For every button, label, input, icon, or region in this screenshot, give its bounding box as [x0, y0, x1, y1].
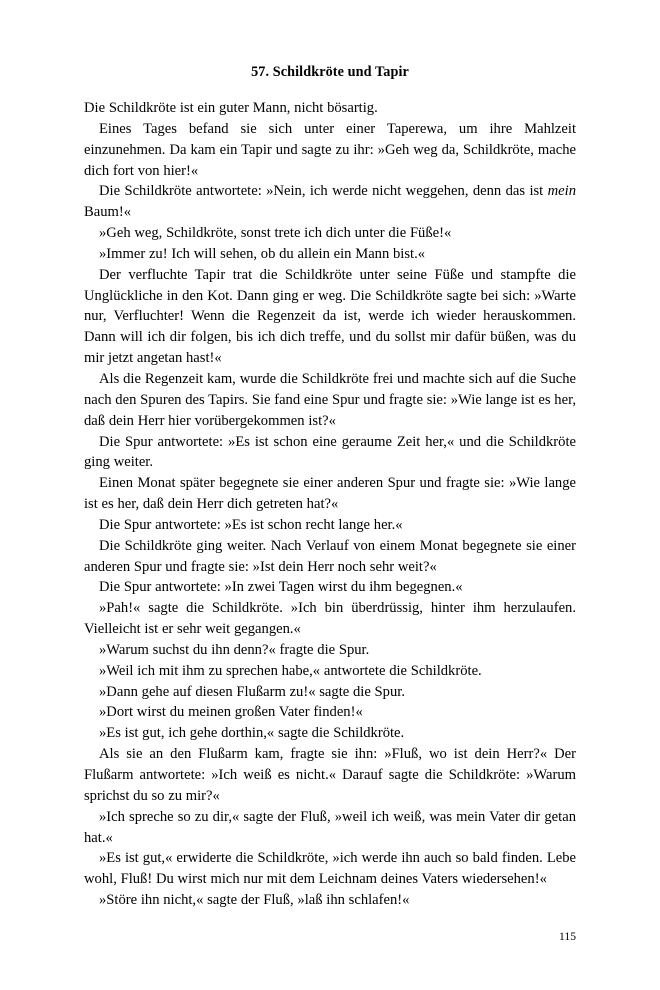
paragraph-11: Die Schildkröte ging weiter. Nach Verlauf von einem Monat begegnete sie einer anderen Spur und fragte sie: »Ist dein Herr noch sehr weit?« [84, 537, 576, 575]
paragraph-18: »Es ist gut, ich gehe dorthin,« sagte die Schildkröte. [99, 725, 405, 742]
paragraph-3-tail: Baum!« [84, 204, 132, 221]
paragraph-16: »Dann gehe auf diesen Flußarm zu!« sagte die Spur. [99, 683, 405, 700]
paragraph-7: Als die Regenzeit kam, wurde die Schildkröte frei und machte sich auf die Suche nach den Spuren des Tapirs. Sie fand eine Spur und fragte sie: »Wie lange ist es her, daß dein Herr hier vorübergekommen ist?« [84, 370, 576, 429]
paragraph-22: »Störe ihn nicht,« sagte der Fluß, »laß ihn schlafen!« [99, 892, 410, 909]
page-number: 115 [559, 930, 576, 943]
paragraph-5: »Immer zu! Ich will sehen, ob du allein ein Mann bist.« [99, 245, 426, 262]
paragraph-2: Eines Tages befand sie sich unter einer Taperewa, um ihre Mahlzeit einzunehmen. Da kam ein Tapir und sagte zu ihr: »Geh weg da, Schildkröte, mache dich fort von hier!« [84, 120, 576, 179]
paragraph-10: Die Spur antwortete: »Es ist schon recht lange her.« [99, 516, 403, 533]
paragraph-8: Die Spur antwortete: »Es ist schon eine geraume Zeit her,« und die Schildkröte ging weiter. [84, 433, 576, 471]
paragraph-1: Die Schildkröte ist ein guter Mann, nicht bösartig. [84, 100, 378, 116]
paragraph-12: Die Spur antwortete: »In zwei Tagen wirst du ihm begegnen.« [99, 579, 463, 596]
paragraph-20: »Ich spreche so zu dir,« sagte der Fluß, »weil ich weiß, was mein Vater dir getan hat.« [84, 808, 576, 846]
paragraph-14: »Warum suchst du ihn denn?« fragte die Spur. [99, 641, 370, 658]
paragraph-3 [84, 181, 576, 223]
paragraph-13: »Pah!« sagte die Schildkröte. »Ich bin überdrüssig, hinter ihm herzulaufen. Vielleicht ist er sehr weit gegangen.« [84, 600, 576, 638]
chapter-title: 57. Schildkröte und Tapir [251, 64, 409, 80]
paragraph-15: »Weil ich mit ihm zu sprechen habe,« antwortete die Schildkröte. [99, 662, 482, 679]
paragraph-21: »Es ist gut,« erwiderte die Schildkröte, »ich werde ihn auch so bald finden. Lebe wohl, Fluß! Du wirst mich nur mit dem Leichnam deines Vaters wiedersehen!« [84, 850, 576, 888]
paragraph-9: Einen Monat später begegnete sie einer anderen Spur und fragte sie: »Wie lange ist es her, daß dein Herr dich getreten hat?« [84, 475, 576, 513]
paragraph-4: »Geh weg, Schildkröte, sonst trete ich dich unter die Füße!« [99, 225, 452, 242]
paragraph-6: Der verfluchte Tapir trat die Schildkröte unter seine Füße und stampfte die Unglückliche in den Kot. Dann ging er weg. Die Schildkröte sagte bei sich: »Warte nur, Verfluchter! Wenn die Regenzeit da ist, werde ich wieder herauskommen. Dann will ich dir folgen, bis ich dich treffe, und du sollst mir dafür büßen, was du mir jetzt angetan hast!« [84, 266, 576, 367]
emphasis-mein: mein [547, 183, 576, 200]
paragraph-17: »Dort wirst du meinen großen Vater finden!« [99, 704, 363, 721]
paragraph-3-lead: Die Schildkröte antwortete: »Nein, ich werde nicht weggehen, denn das ist [99, 183, 548, 200]
page-content [84, 62, 576, 911]
paragraph-19: Als sie an den Flußarm kam, fragte sie ihn: »Fluß, wo ist dein Herr?« Der Flußarm antwortete: »Ich weiß es nicht.« Darauf sagte die Schildkröte: »Warum sprichst du so zu mir?« [84, 746, 576, 804]
body-text [84, 98, 576, 911]
